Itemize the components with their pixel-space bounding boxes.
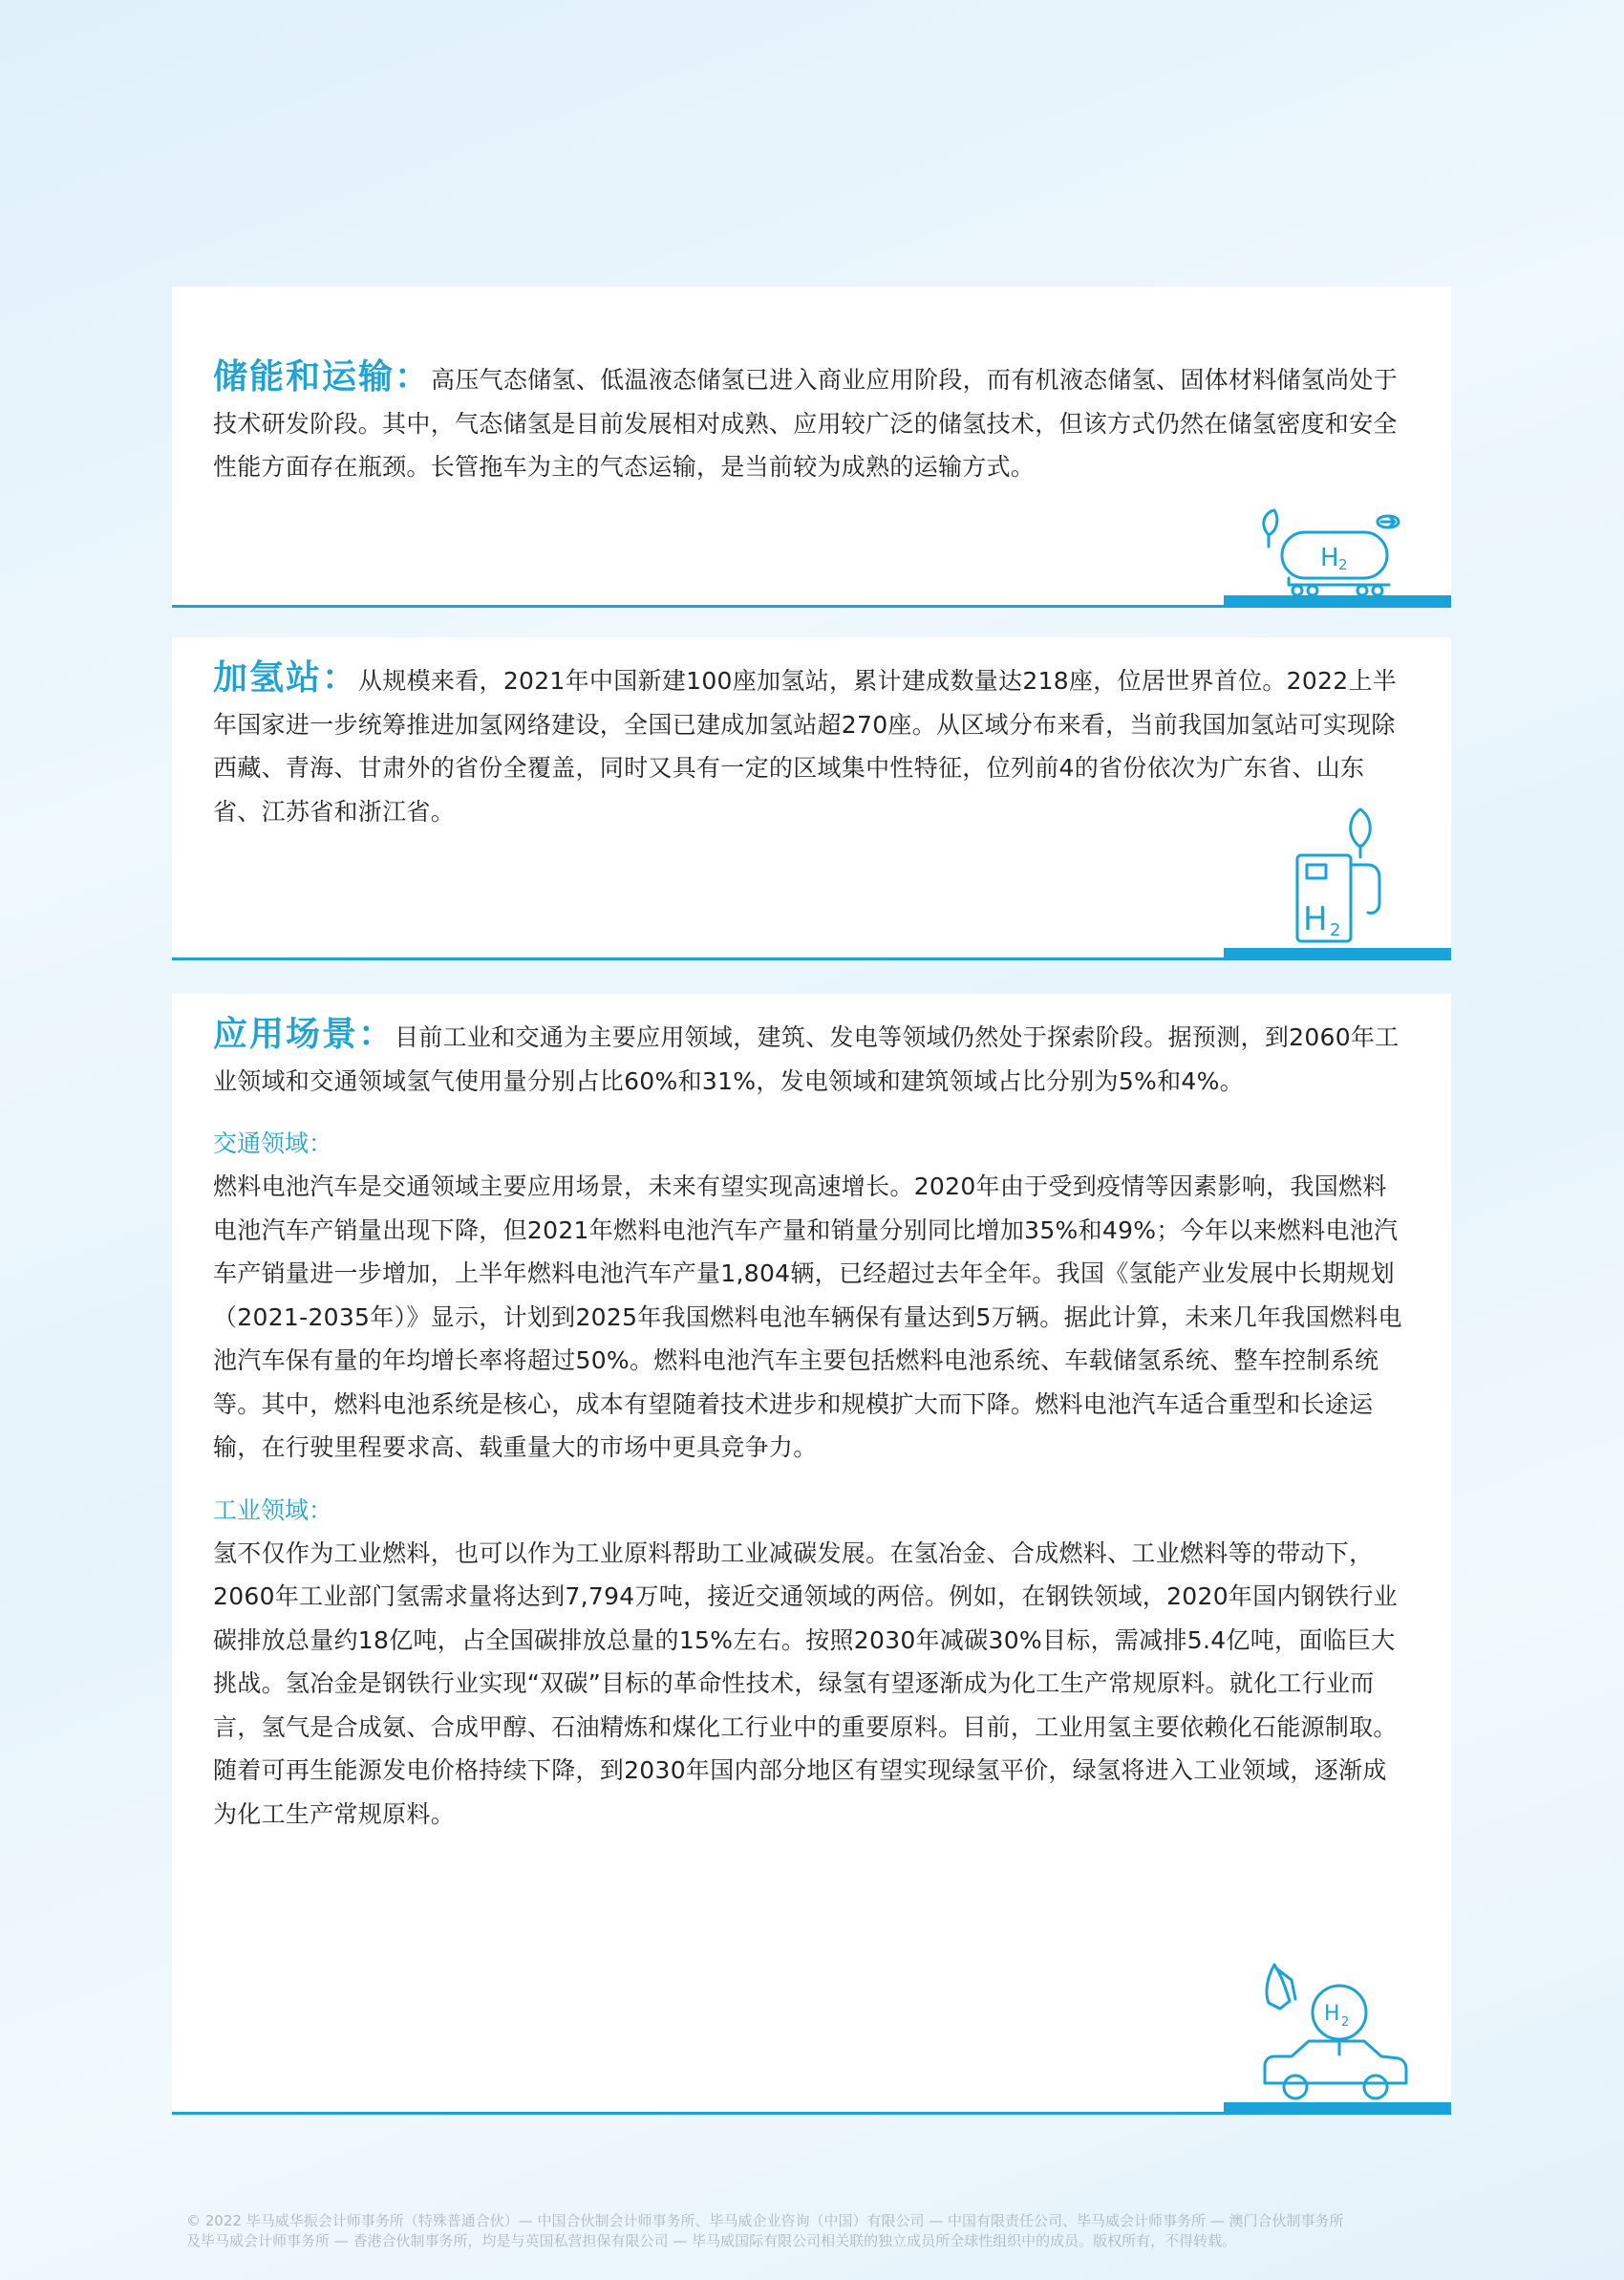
footer-line-1: © 2022 毕马威华振会计师事务所（特殊普通合伙）— 中国合伙制会计师事务所、毕马威企业咨询（中国）有限公司 — 中国有限责任公司、毕马威会计师事务所 — 澳门合伙制事务所 <box>186 2212 1344 2229</box>
svg-text:2: 2 <box>1341 2015 1350 2030</box>
storage-heading: 储能和运输： <box>213 357 432 397</box>
svg-text:2: 2 <box>1330 920 1341 940</box>
station-paragraph <box>213 656 1402 833</box>
card-accent-bar <box>1224 948 1451 960</box>
storage-paragraph <box>213 355 1402 489</box>
hydrogen-car-refuel-icon <box>1257 1959 1410 2112</box>
application-card <box>172 994 1451 2115</box>
hydrogen-station-icon <box>1292 807 1397 946</box>
svg-text:H: H <box>1324 2002 1340 2026</box>
application-heading: 应用场景： <box>213 1015 395 1054</box>
industry-subheading: 工业领域： <box>213 1495 333 1524</box>
storage-card <box>172 287 1451 608</box>
card-accent-bar <box>1224 595 1451 608</box>
industry-text: 氢不仅作为工业燃料，也可以作为工业原料帮助工业减碳发展。在氢冶金、合成燃料、工业燃料等的带动下，2060年工业部门氢需求量将达到7,794万吨，接近交通领域的两倍。例如，在钢铁领域，2020年国内钢铁行业碳排放总量约18亿吨，占全国碳排放总量的15%左右。按照2030年减碳30%目标，需减排5.4亿吨，面临巨大挑战。氢冶金是钢铁行业实现“双碳”目标的革命性技术，绿氢有望逐渐成为化工生产常规原料。就化工行业而言，氢气是合成氨、合成甲醇、石油精炼和煤化工行业中的重要原料。目前，工业用氢主要依赖化石能源制取。随着可再生能源发电价格持续下降，到2030年国内部分地区有望实现绿氢平价，绿氢将进入工业领域，逐渐成为化工生产常规原料。 <box>213 1538 1399 1828</box>
station-heading: 加氢站： <box>213 658 359 698</box>
svg-text:H: H <box>1320 544 1339 572</box>
footer-line-2: 及毕马威会计师事务所 — 香港合伙制事务所，均是与英国私营担保有限公司 — 毕马威国际有限公司相关联的独立成员所全球性组织中的成员。版权所有，不得转载。 <box>186 2232 1237 2249</box>
transport-text: 燃料电池汽车是交通领域主要应用场景，未来有望实现高速增长。2020年由于受到疫情等因素影响，我国燃料电池汽车产销量出现下降，但2021年燃料电池汽车产量和销量分别同比增加35%和49%；今年以来燃料电池汽车产销量进一步增加，上半年燃料电池汽车产量1,804辆，已经超过去年全年。我国《氢能产业发展中长期规划（2021-2035年）》显示，计划到2025年我国燃料电池车辆保有量达到5万辆。据此计算，未来几年我国燃料电池汽车保有量的年均增长率将超过50%。燃料电池汽车主要包括燃料电池系统、车载储氢系统、整车控制系统等。其中，燃料电池系统是核心，成本有望随着技术进步和规模扩大而下降。燃料电池汽车适合重型和长途运输，在行驶里程要求高、载重量大的市场中更具竞争力。 <box>213 1172 1402 1461</box>
transport-subheading: 交通领域： <box>213 1129 333 1157</box>
svg-text:H: H <box>1303 900 1328 938</box>
station-card <box>172 637 1451 960</box>
hydrogen-tank-trailer-icon <box>1255 508 1418 599</box>
copyright-footer <box>186 2211 1466 2251</box>
storage-text: 高压气态储氢、低温液态储氢已进入商业应用阶段，而有机液态储氢、固体材料储氢尚处于技术研发阶段。其中，气态储氢是目前发展相对成熟、应用较广泛的储氢技术，但该方式仍然在储氢密度和安全性能方面存在瓶颈。长管拖车为主的气态运输，是当前较为成熟的运输方式。 <box>213 366 1399 481</box>
application-paragraph <box>213 1013 1402 1103</box>
station-text: 从规模来看，2021年中国新建100座加氢站，累计建成数量达218座，位居世界首位。2022上半年国家进一步统筹推进加氢网络建设，全国已建成加氢站超270座。从区域分布来看，当前我国加氢站可实现除西藏、青海、甘肃外的省份全覆盖，同时又具有一定的区域集中性特征，位列前4的省份依次为广东省、山东省、江苏省和浙江省。 <box>213 667 1398 826</box>
card-accent-bar <box>1224 2102 1451 2115</box>
application-text: 目前工业和交通为主要应用领域，建筑、发电等领域仍然处于探索阶段。据预测，到2060年工业领域和交通领域氢气使用量分别占比60%和31%，发电领域和建筑领域占比分别为5%和4%。 <box>213 1023 1400 1095</box>
svg-text:2: 2 <box>1338 556 1348 573</box>
